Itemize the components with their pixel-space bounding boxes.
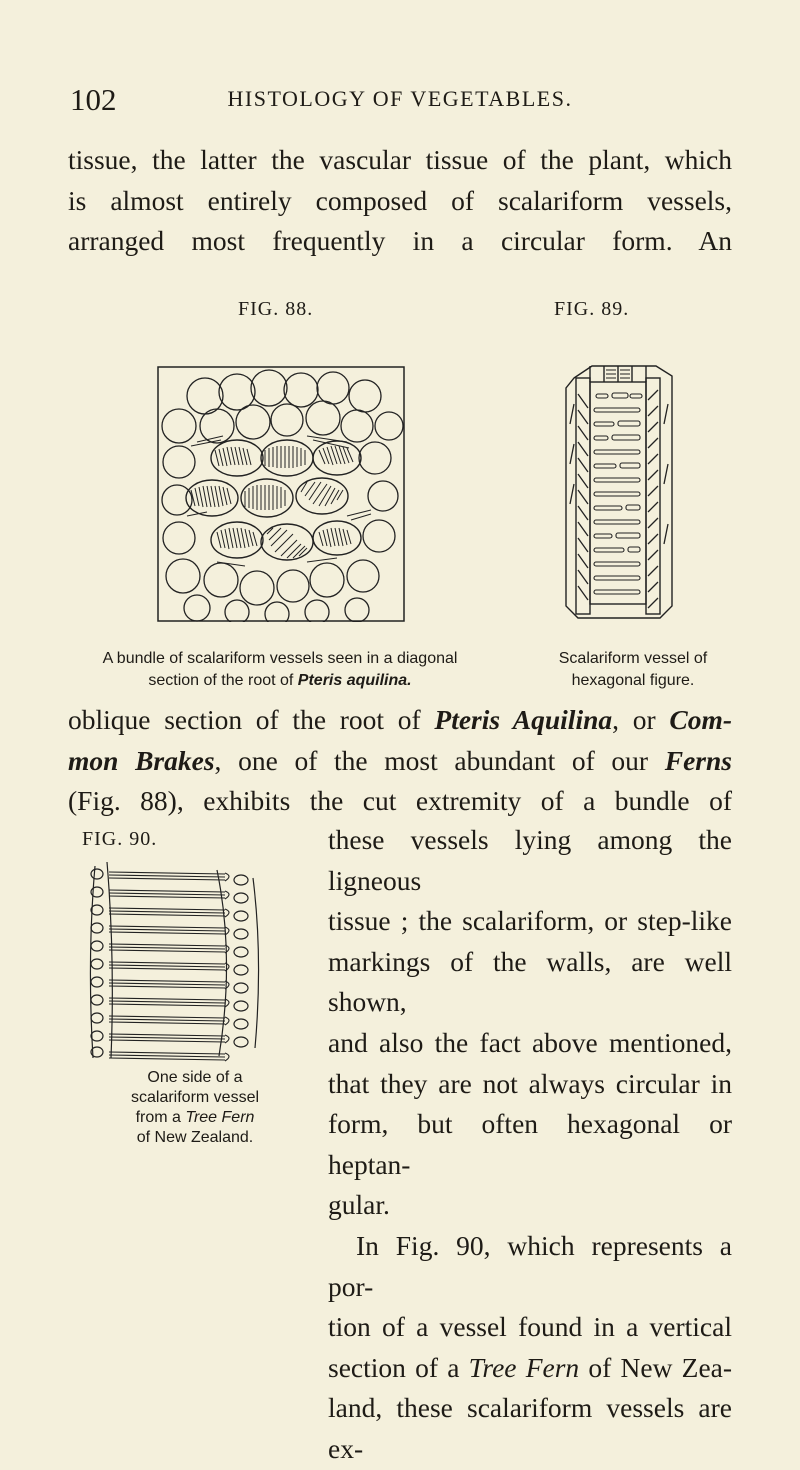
caption-line: A bundle of scalariform vessels seen in a diagonal [102,650,458,667]
text-line: land, these scalariform vessels are ex- [328,1392,732,1464]
fig88-label: FIG. 88. [238,298,314,320]
rung-line [109,929,225,931]
rung-line [109,1016,225,1018]
text-line: section of a Tree Fern of New Zea- [328,1351,733,1383]
fig89-label: FIG. 89. [554,298,630,320]
rung-line [109,875,225,877]
text-line: In Fig. 90, which represents a por- [328,1229,732,1302]
fig89-caption [518,648,748,692]
rung-end [225,1017,229,1025]
caption-line: One side of a [147,1069,243,1086]
italic-species: Pteris aquilina. [297,672,412,689]
rung-line [109,1001,225,1003]
rung-end [225,873,229,881]
rung-line [109,1052,225,1054]
caption-line: of New Zealand. [136,1129,254,1146]
text-line: form, but often hexagonal or heptan- [328,1108,732,1180]
rung-line [109,872,225,874]
rung-line [109,947,225,949]
rung-line [109,890,225,892]
rung-end [225,1053,229,1061]
text-line: is almost entirely composed of scalariform vessels, [68,184,732,216]
fig88-illustration [157,366,405,622]
rung-line [109,932,225,934]
text-line: gular. [328,1189,390,1221]
text-line: oblique section of the root of Pteris Aquilina, or Com- [68,704,732,735]
text-line: and also the fact above mentioned, [328,1026,732,1058]
rung-line [109,965,225,967]
text-line: markings of the walls, are well shown, [328,945,732,1018]
rung-line [109,983,225,985]
fig90-caption [70,1068,320,1148]
caption-line: scalariform vessel [130,1089,260,1106]
rung-line [109,893,225,895]
text-line: (Fig. 88), exhibits the cut extremity of a bundle of [68,785,732,816]
fig90-illustration [85,858,265,1066]
rung-line [109,914,225,916]
rung-line [109,1055,225,1057]
rung-line [109,896,225,898]
paragraph-2 [68,700,732,822]
text-line: tissue ; the scalariform, or step-like [328,905,732,937]
fig89-illustration [560,364,676,622]
text-line: arranged most frequently in a circular form. An [68,225,732,256]
rung-end [225,1035,229,1043]
rung-line [109,950,225,952]
caption-line: from a Tree Fern [135,1109,255,1126]
rung-end [225,909,229,917]
rung-line [109,986,225,988]
text-line: mon Brakes, one of the most abundant of our Ferns [68,744,732,776]
rung-line [109,1019,225,1021]
text-line: tissue, the latter the vascular tissue of the plant, which [68,144,732,175]
rung-end [225,891,229,899]
rung-line [109,968,225,970]
text-line: these vessels lying among the ligneous [328,824,732,896]
paragraph-2-wrapped [328,820,732,1470]
rung-line [109,1022,225,1024]
caption-line: hexagonal figure. [571,672,695,689]
rung-line [109,878,225,880]
text-line: that they are not always circular in [328,1067,732,1099]
rung-line [109,998,225,1000]
fig90-label: FIG. 90. [82,828,158,850]
caption-line: section of the root of Pteris aquilina. [148,672,412,689]
rung-line [109,1034,225,1036]
text-line: tion of a vessel found in a vertical [328,1311,732,1343]
rung-line [109,944,225,946]
rung-line [109,1004,225,1006]
rung-line [109,908,225,910]
rung-line [109,1058,225,1060]
rung-line [109,1040,225,1042]
rung-line [109,1037,225,1039]
rung-line [109,926,225,928]
page-header [70,82,730,122]
running-head: HISTOLOGY OF VEGETABLES. [227,86,573,111]
page-number: 102 [70,82,117,117]
rung-line [109,980,225,982]
rung-line [109,911,225,913]
rung-line [109,962,225,964]
fig88-caption [60,648,500,692]
caption-line: Scalariform vessel of [558,650,708,667]
paragraph-1 [68,140,732,262]
